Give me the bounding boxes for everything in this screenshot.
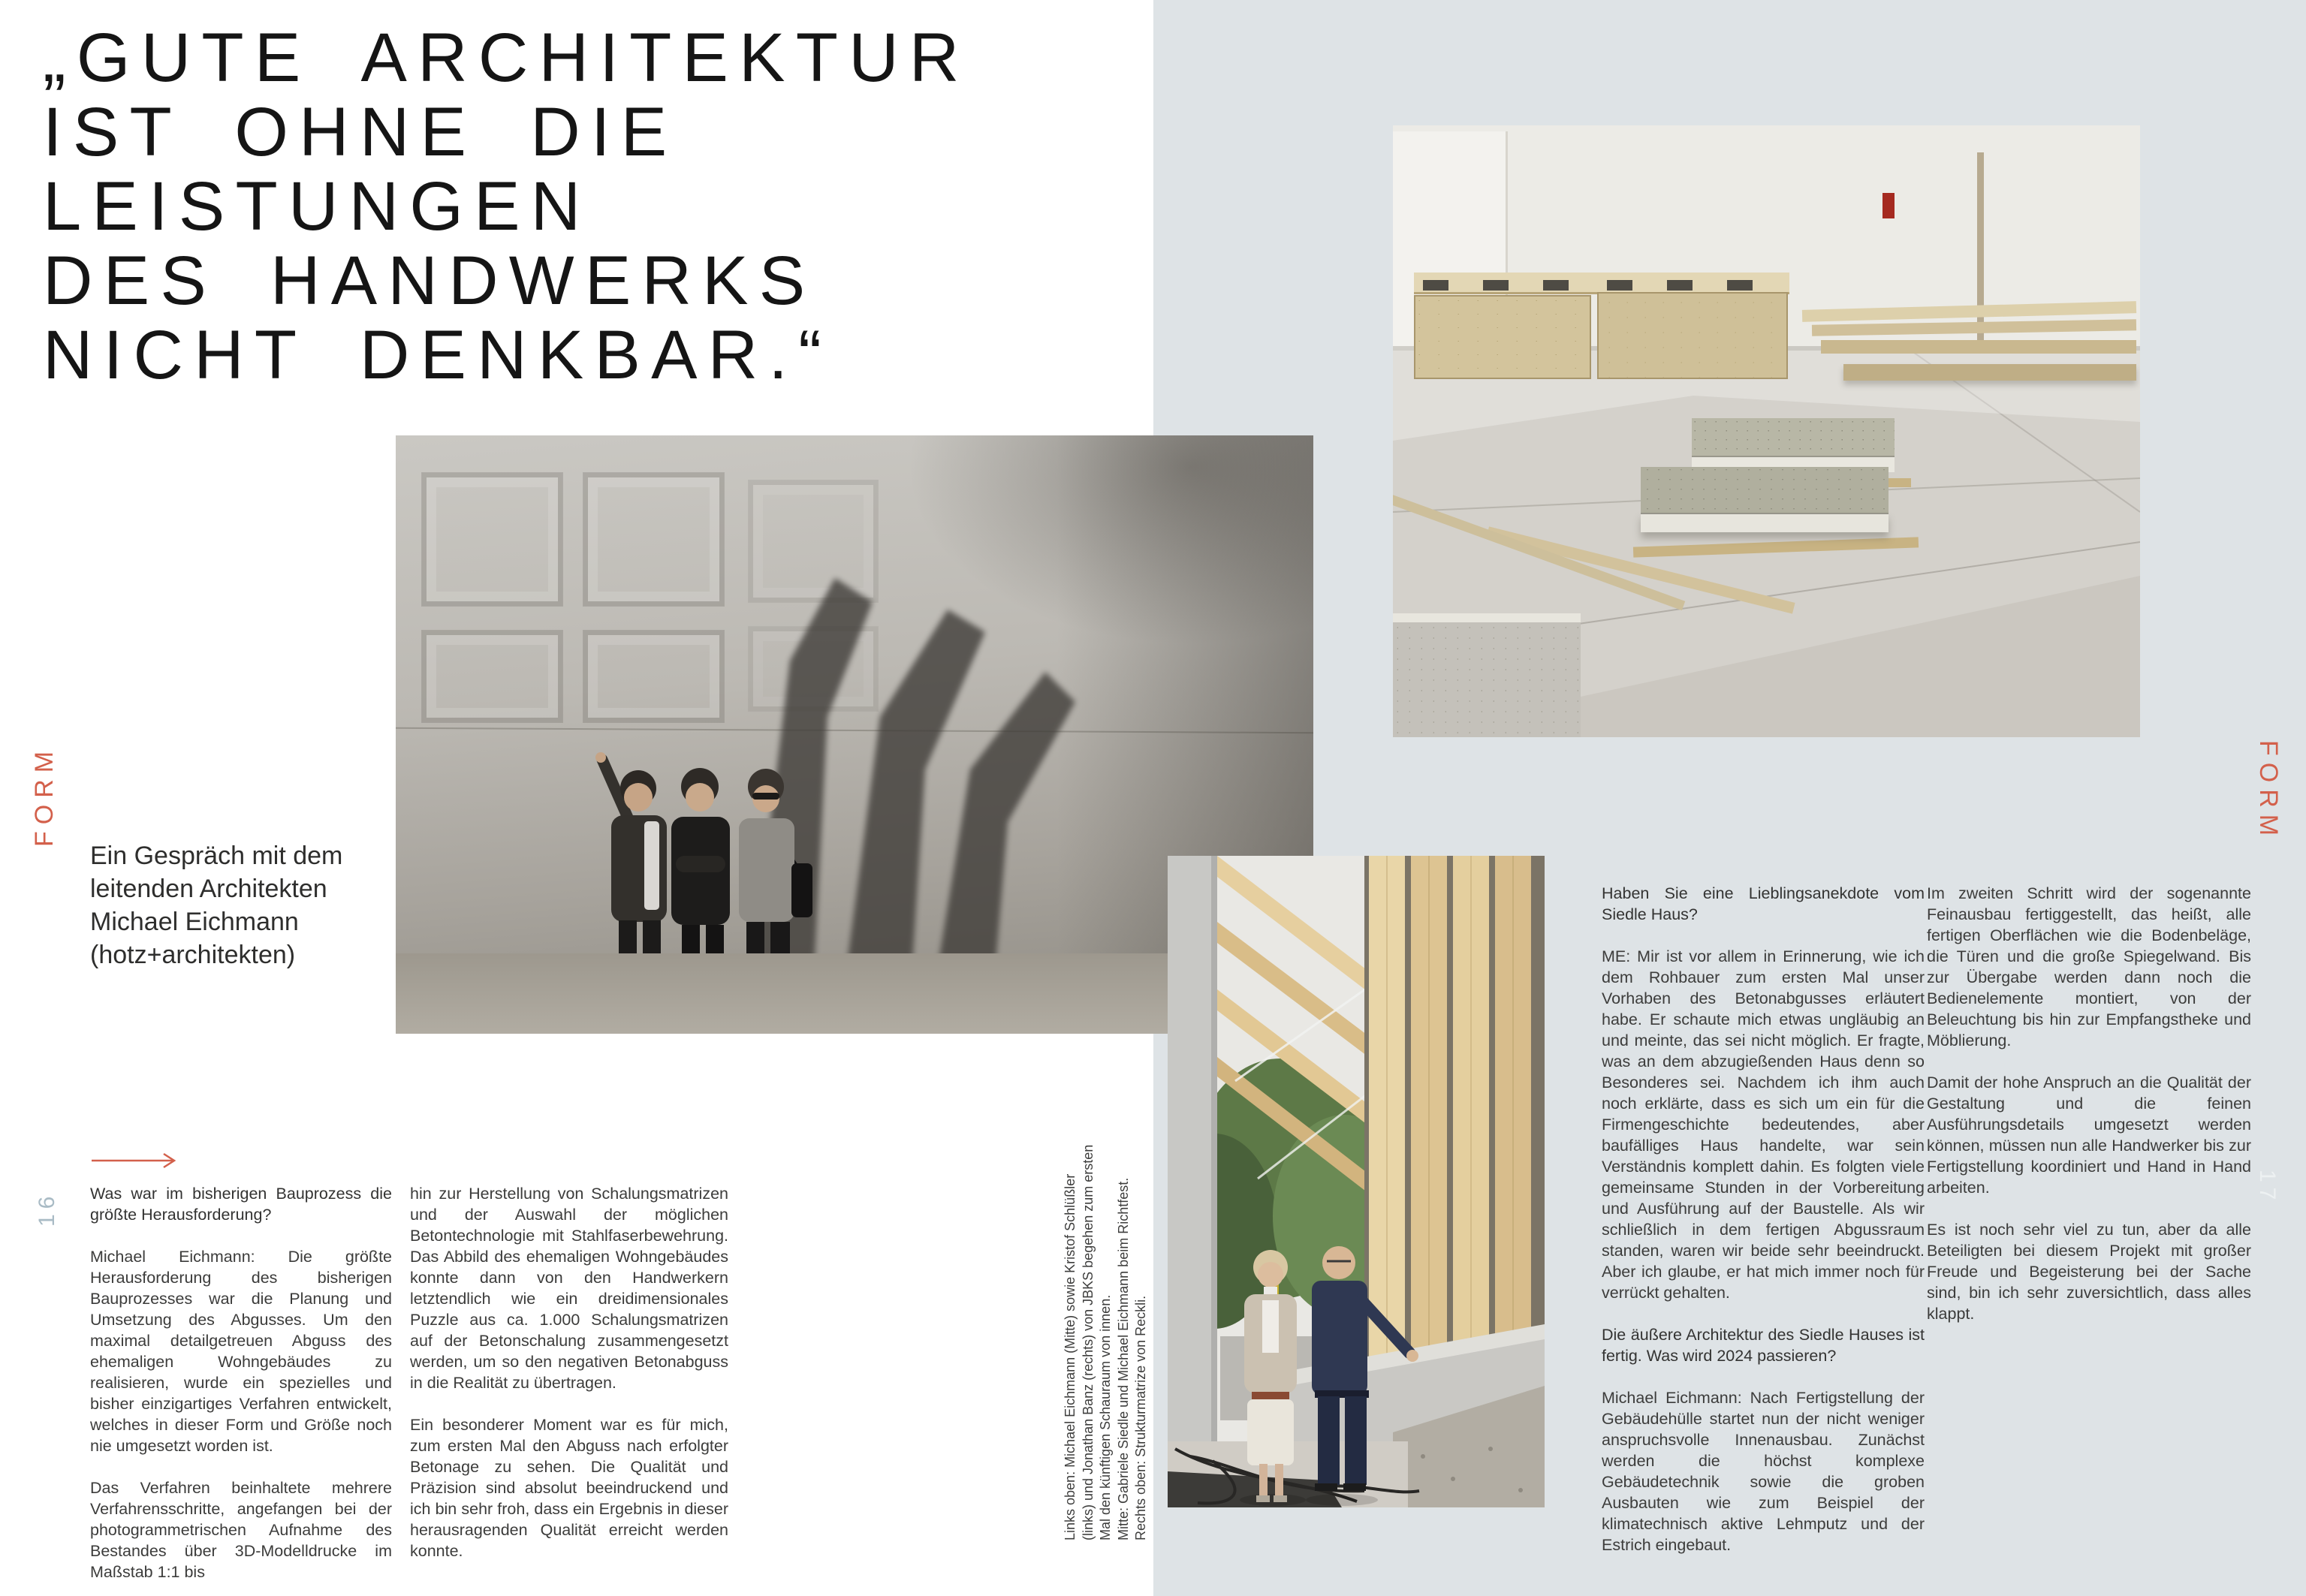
photo-concrete-samples-room	[1393, 125, 2140, 737]
interview-answer: Damit der hohe Anspruch an die Qualität der Gestaltung und die feinen Ausführungsdetails umgesetzt werden können, müssen nun alle Handwerker bis zur Fertigstellung koordiniert und Hand in Hand arbeiten.	[1927, 1074, 2251, 1197]
intro-line: Ein Gespräch mit dem	[90, 842, 343, 870]
interview-answer: Es ist noch sehr viel zu tun, aber da alle Beteiligten bei diesem Projekt mit großer Freude und Begeisterung bei der Sache sind, bin ich sehr zuversichtlich, dass alles klappt.	[1927, 1221, 2251, 1323]
headline-line-2: IST OHNE DIE	[43, 94, 678, 170]
wall-panel-molding	[422, 631, 562, 722]
interview-answer: ME: Mir ist vor allem in Erinnerung, wie ich dem Rohbauer zum ersten Mal unser Vorhaben des Betonabgusses erläutert habe. Er schaute mich etwas ungläubig an und meinte, das sei nicht möglich. Er fragte, was an dem abzugießenden Haus denn so Besonderes sei. Nachdem ich ihm auch noch erklärte, dass es sich um ein für die Firmengeschichte bedeutendes, aber baufälliges Haus handelte, war sein Verständnis komplett dahin. Es folgten viele gemeinsame Stunden in der Vorbereitung und Ausführung auf der Baustelle. Als wir schließlich in dem fertigen Abgussraum standen, waren wir beide sehr beeindruckt. Aber ich glaube, er hat mich immer noch für verrückt gehalten.	[1602, 947, 1925, 1302]
section-label-form-left: FORM	[30, 744, 59, 847]
headline-quote	[43, 21, 970, 393]
intro-line: Michael Eichmann	[90, 908, 299, 936]
intro-line: leitenden Architekten	[90, 875, 327, 903]
panel-form-edge	[1393, 613, 1581, 622]
concrete-sample-panel	[1641, 467, 1889, 515]
intro-line: (hotz+architekten)	[90, 941, 296, 969]
timber-beam	[1843, 364, 2136, 381]
interview-intro	[90, 839, 342, 971]
headline-line-1: „GUTE ARCHITEKTUR	[43, 20, 970, 96]
headline-line-4: DES HANDWERKS	[43, 242, 816, 319]
pallet-slot	[1667, 280, 1693, 291]
pallet-slot	[1423, 280, 1448, 291]
caption-line: Mitte: Gabriele Siedle und Michael Eichmann beim Richtfest.	[1115, 1177, 1131, 1540]
right-column-2	[1927, 883, 2251, 1324]
interview-answer: Im zweiten Schritt wird der sogenannte Feinausbau fertiggestellt, das heißt, alle fertigen Oberflächen wie die Bodenbeläge, die Türen und die große Spiegelwand. Bis zur Übergabe werden dann noch die Bedienelemente montiert, von der Beleuchtung bis hin zur Empfangstheke und Möblierung.	[1927, 884, 2251, 1049]
question-arrow	[90, 1152, 179, 1173]
caption-line: Rechts oben: Strukturmatrize von Reckli.	[1133, 1295, 1148, 1540]
left-column-2	[410, 1183, 728, 1561]
interview-question: Was war im bisherigen Bauprozess die größte Herausforderung?	[90, 1185, 392, 1224]
left-column-1	[90, 1183, 392, 1582]
concrete-sample-panel	[1692, 418, 1895, 457]
section-label-form-right: FORM	[2254, 740, 2283, 843]
osb-crate	[1597, 292, 1788, 379]
interview-answer: Ein besonderer Moment war es für mich, zum ersten Mal den Abguss nach erfolgter Betonage zu sehen. Die Qualität und Präzision sind absolut beeindruckend und ich bin sehr froh, dass ein Ergebnis in dieser herausragenden Qualität erreicht werden konnte.	[410, 1416, 728, 1560]
pallet-slot	[1607, 280, 1632, 291]
plank	[1821, 340, 2136, 354]
interview-answer: Michael Eichmann: Die größte Herausforderung des bisherigen Bauprozesses war die Planung und Umsetzung des Abgusses. Um den maximal detailgetreuen Abguss des ehemaligen Wohngebäudes zu realisieren, wurde ein spezielles und bisher einzigartiges Verfahren entwickelt, welches in dieser Form und Größe noch nie umgesetzt worden ist.	[90, 1248, 392, 1455]
arrow-right-icon	[90, 1152, 179, 1170]
concrete-sample-panel	[1393, 622, 1581, 737]
interview-answer: hin zur Herstellung von Schalungsmatrizen und der Auswahl der möglichen Betontechnologie mit Stahlfaserbewehrung. Das Abbild des ehemaligen Wohngebäudes konnte dann von den Handwerkern letztendlich wie ein dreidimensionales Puzzle aus ca. 1.000 Schalungsmatrizen auf der Betonschalung zusammengesetzt werden, um so den negativen Betonabguss in die Realität zu übertragen.	[410, 1185, 728, 1392]
wall-panel-molding	[583, 631, 724, 722]
page-number-17: 17	[2255, 1170, 2280, 1206]
wall-panel-molding	[422, 473, 562, 606]
caption-line: Mal den künftigen Schauraum von innen.	[1098, 1294, 1113, 1540]
wall-panel-molding	[583, 473, 724, 606]
interview-answer: Michael Eichmann: Nach Fertigstellung der Gebäudehülle startet nun der nicht weniger anspruchsvolle Innenausbau. Zunächst werden die höchst komplexe Gebäudetechnik sowie die groben Ausbauten wie zum Beispiel der klimatechnisch aktive Lehmputz und der Estrich eingebaut.	[1602, 1389, 1925, 1554]
caption-line: (links) und Jonathan Banz (rechts) von JBKS begehen zum ersten	[1080, 1144, 1096, 1540]
interview-answer: Das Verfahren beinhaltete mehrere Verfahrensschritte, angefangen bei der photogrammetrischen Aufnahme des Bestandes über 3D-Modelldrucke im Maßstab 1:1 bis	[90, 1479, 392, 1581]
interview-question: Die äußere Architektur des Siedle Hauses ist fertig. Was wird 2024 passieren?	[1602, 1326, 1925, 1365]
headline-line-3: LEISTUNGEN	[43, 168, 592, 245]
pallet-slot	[1727, 280, 1753, 291]
caption-line: Links oben: Michael Eichmann (Mitte) sowie Kristof Schlüßler	[1063, 1173, 1078, 1540]
photo-siedle-eichmann-richtfest	[1168, 856, 1545, 1507]
panel-form-edge	[1641, 513, 1889, 532]
photo-caption	[1062, 1080, 1150, 1540]
interview-question: Haben Sie eine Lieblingsanekdote vom Siedle Haus?	[1602, 884, 1925, 923]
red-wall-fixture	[1882, 193, 1895, 218]
pallet-slot	[1483, 280, 1509, 291]
headline-line-5: NICHT DENKBAR.“	[43, 317, 833, 393]
osb-crate	[1414, 295, 1591, 379]
richtfest-scene	[1168, 856, 1545, 1507]
right-column-1	[1602, 883, 1925, 1555]
pallet-slot	[1543, 280, 1569, 291]
page-number-16: 16	[35, 1191, 59, 1227]
